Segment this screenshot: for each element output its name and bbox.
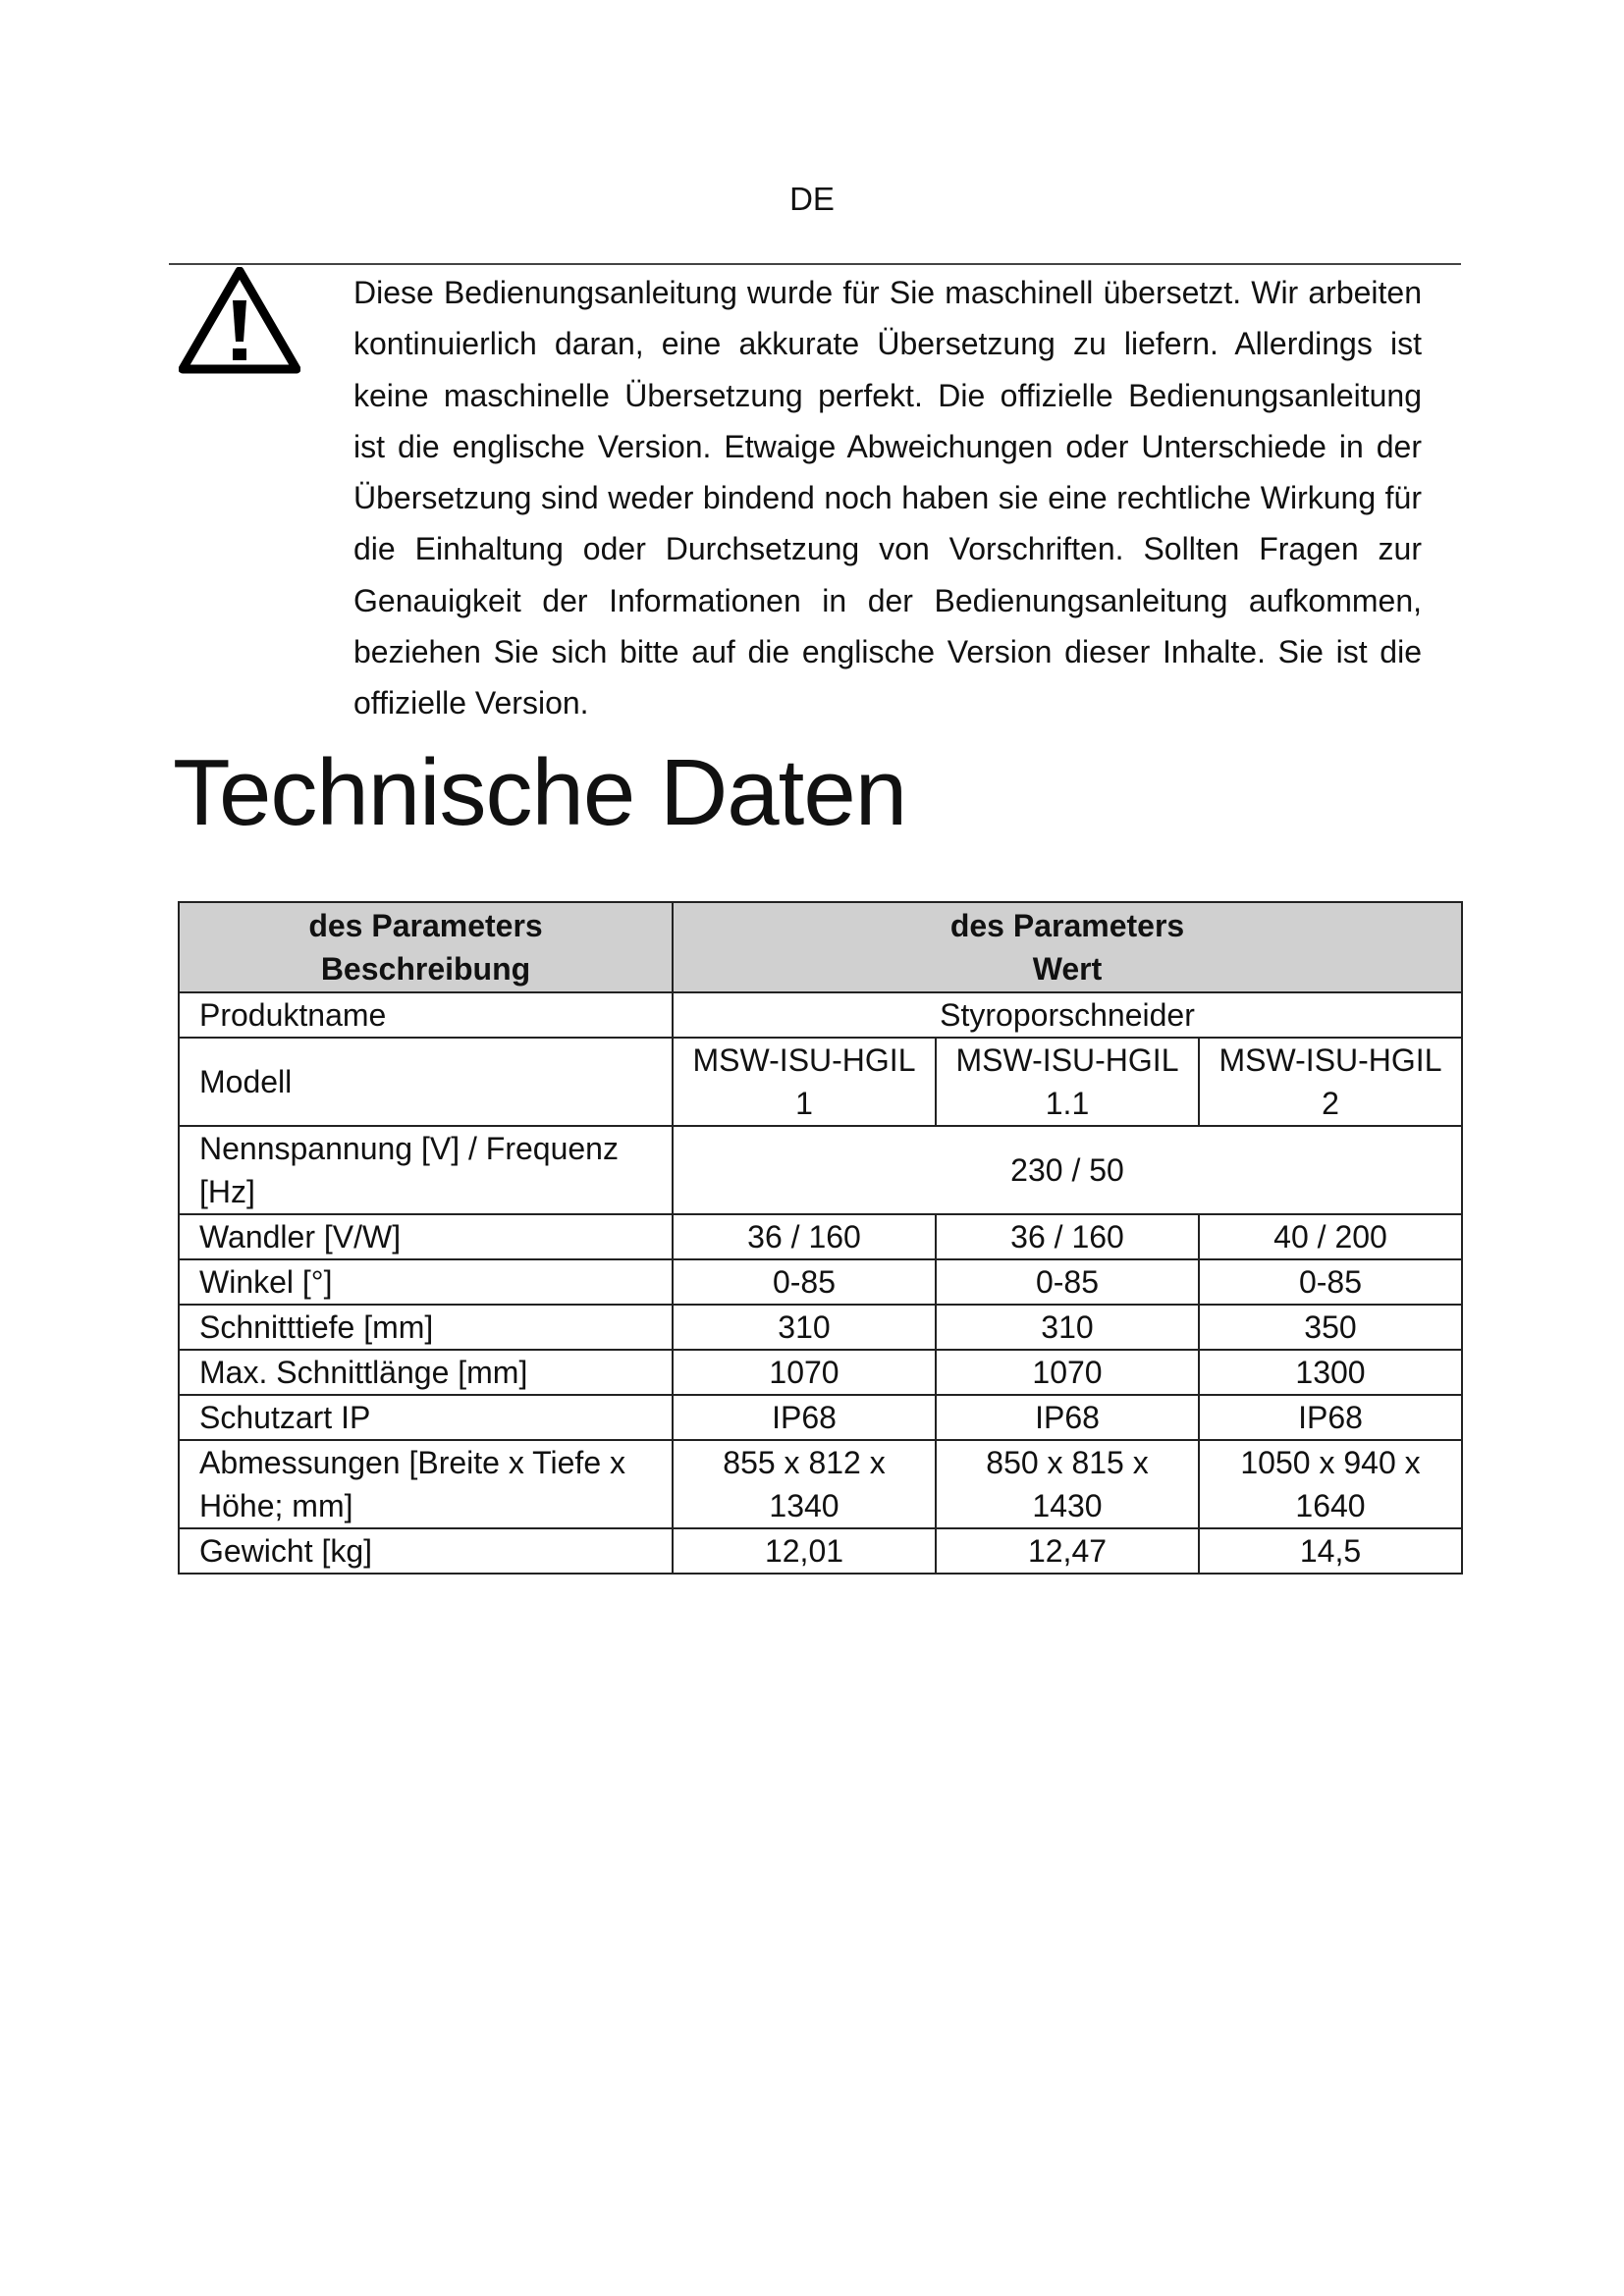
dimensions-cell-3	[1199, 1440, 1462, 1528]
translation-notice: Diese Bedienungsanleitung wurde für Sie maschinell übersetzt. Wir arbeiten kontinuierlich daran, eine akkurate Übersetzung zu liefern. Allerdings ist keine maschinelle Übersetzung perfekt. Die offizielle Bedienungsanleitung ist die englische Version. Etwaige Abweichungen oder Unterschiede in der Übersetzung sind weder bindend noch haben sie eine rechtliche Wirkung für die Einhaltung oder Durchsetzung von Vorschriften. Sollten Fragen zur Genauigkeit der Informationen in der Bedienungsanleitung aufkommen, beziehen Sie sich bitte auf die englische Version dieser Inhalte. Sie ist die offizielle Version.	[353, 275, 1422, 721]
row-value: 1070	[936, 1350, 1199, 1395]
row-label: Schutzart IP	[179, 1395, 673, 1440]
row-value: IP68	[1199, 1395, 1462, 1440]
table-row-weight	[179, 1528, 1462, 1574]
model-cell-1	[673, 1038, 936, 1126]
row-value: IP68	[673, 1395, 936, 1440]
row-value: 0-85	[1199, 1259, 1462, 1305]
technical-data-table	[178, 901, 1463, 1575]
dimensions-label-line1: Abmessungen [Breite x Tiefe x	[199, 1445, 625, 1480]
model-name: MSW-ISU-HGIL	[692, 1042, 916, 1078]
model-cell-3	[1199, 1038, 1462, 1126]
row-label: Modell	[179, 1038, 673, 1126]
row-value: 1070	[673, 1350, 936, 1395]
voltage-label-line1: Nennspannung [V] / Frequenz	[199, 1131, 619, 1166]
page-title: Technische Daten	[173, 740, 907, 845]
table-row	[179, 1350, 1462, 1395]
row-label: Schnitttiefe [mm]	[179, 1305, 673, 1350]
table-row-product-name	[179, 992, 1462, 1038]
table-row	[179, 1214, 1462, 1259]
row-value: 0-85	[673, 1259, 936, 1305]
row-value: IP68	[936, 1395, 1199, 1440]
row-value: 14,5	[1199, 1528, 1462, 1574]
header-description	[179, 902, 673, 992]
table-row	[179, 1395, 1462, 1440]
row-value: 230 / 50	[673, 1126, 1462, 1214]
row-value: 1300	[1199, 1350, 1462, 1395]
table-row	[179, 1305, 1462, 1350]
row-value: Styroporschneider	[673, 992, 1462, 1038]
row-label: Max. Schnittlänge [mm]	[179, 1350, 673, 1395]
table-row-voltage	[179, 1126, 1462, 1214]
model-variant: 1	[795, 1086, 813, 1121]
dimensions-label-line2: Höhe; mm]	[199, 1488, 353, 1523]
header-description-line1: des Parameters	[308, 908, 543, 943]
warning-triangle-icon	[179, 267, 300, 375]
dimensions-line1: 850 x 815 x	[986, 1445, 1149, 1480]
row-label: Gewicht [kg]	[179, 1528, 673, 1574]
model-variant: 1.1	[1045, 1086, 1090, 1121]
header-value-line1: des Parameters	[949, 908, 1185, 943]
row-value: 310	[673, 1305, 936, 1350]
header-description-line2: Beschreibung	[320, 951, 531, 987]
table-row-model	[179, 1038, 1462, 1126]
dimensions-line2: 1640	[1295, 1488, 1366, 1523]
dimensions-cell-1	[673, 1440, 936, 1528]
row-value: 310	[936, 1305, 1199, 1350]
row-value: 12,01	[673, 1528, 936, 1574]
dimensions-line1: 1050 x 940 x	[1240, 1445, 1421, 1480]
row-value: 36 / 160	[936, 1214, 1199, 1259]
row-label	[179, 1126, 673, 1214]
row-value: 40 / 200	[1199, 1214, 1462, 1259]
dimensions-line1: 855 x 812 x	[723, 1445, 886, 1480]
model-name: MSW-ISU-HGIL	[955, 1042, 1179, 1078]
model-variant: 2	[1322, 1086, 1339, 1121]
row-value: 12,47	[936, 1528, 1199, 1574]
model-cell-2	[936, 1038, 1199, 1126]
row-label	[179, 1440, 673, 1528]
row-label: Wandler [V/W]	[179, 1214, 673, 1259]
header-value-line2: Wert	[1032, 951, 1103, 987]
dimensions-line2: 1340	[769, 1488, 839, 1523]
row-label: Winkel [°]	[179, 1259, 673, 1305]
table-row-dimensions	[179, 1440, 1462, 1528]
header-divider	[169, 263, 1461, 265]
dimensions-cell-2	[936, 1440, 1199, 1528]
row-value: 0-85	[936, 1259, 1199, 1305]
table-row	[179, 1259, 1462, 1305]
model-name: MSW-ISU-HGIL	[1218, 1042, 1442, 1078]
language-code: DE	[789, 181, 835, 217]
row-value: 350	[1199, 1305, 1462, 1350]
header-value	[673, 902, 1462, 992]
voltage-label-line2: [Hz]	[199, 1174, 255, 1209]
row-label: Produktname	[179, 992, 673, 1038]
dimensions-line2: 1430	[1032, 1488, 1103, 1523]
row-value: 36 / 160	[673, 1214, 936, 1259]
table-header-row	[179, 902, 1462, 992]
